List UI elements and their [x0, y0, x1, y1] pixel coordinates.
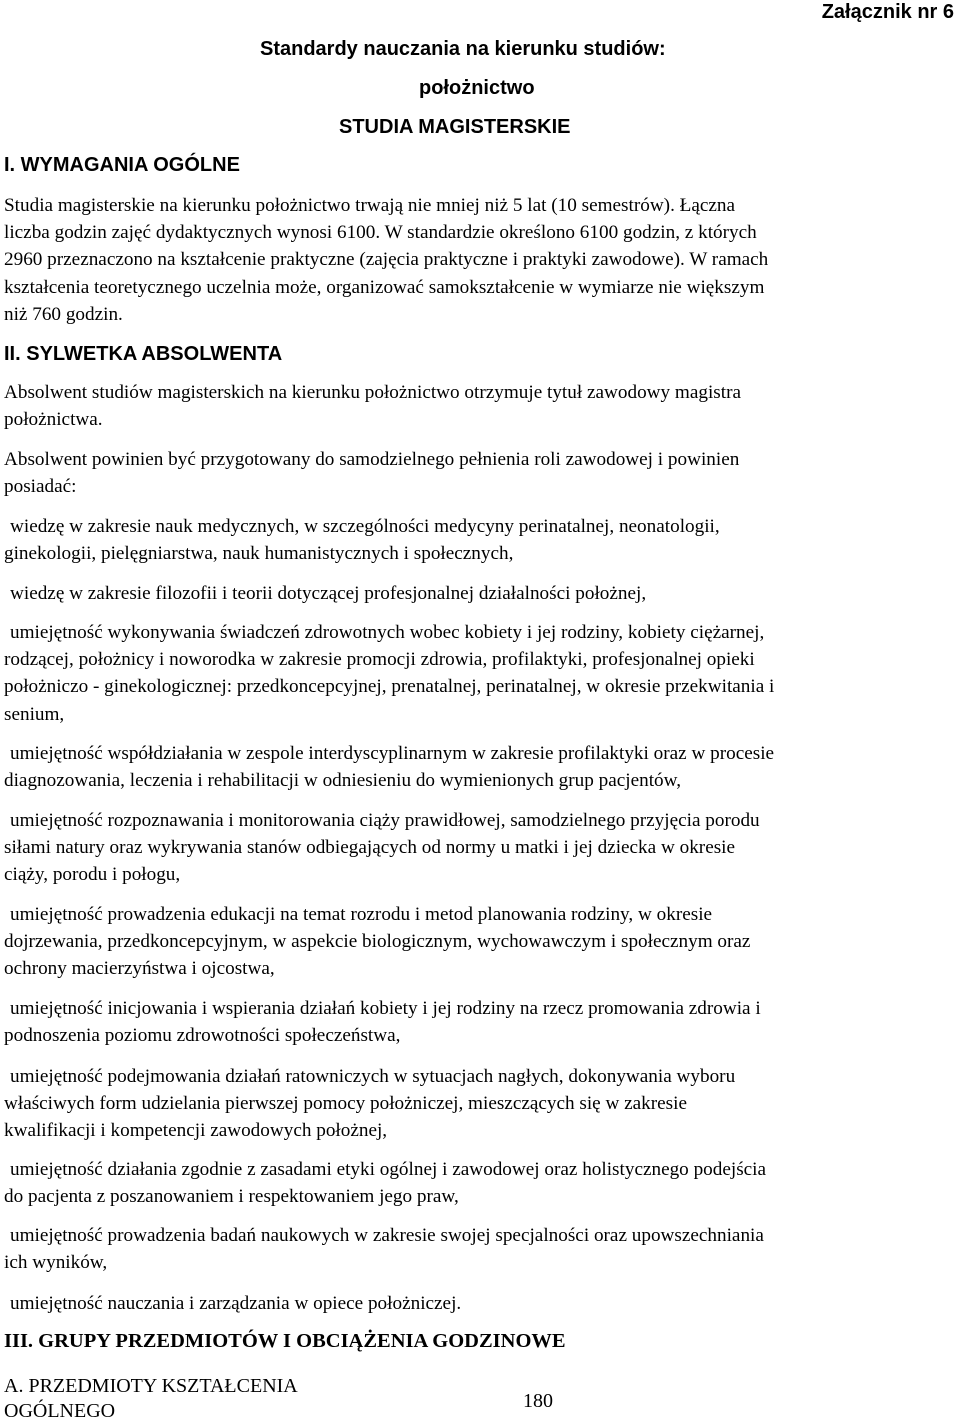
text-line: umiejętność wykonywania świadczeń zdrowotnych wobec kobiety i jej rodziny, kobiety ciężarnej, [10, 622, 765, 643]
text-line: 2960 przeznaczono na kształcenie praktyczne (zajęcia praktyczne i praktyki zawodowe). W ramach [4, 249, 769, 271]
text-line: umiejętność prowadzenia edukacji na temat rozrodu i metod planowania rodziny, w okresie [10, 904, 713, 925]
doc-title: Standardy nauczania na kierunku studiów: [260, 38, 666, 60]
list-item [4, 1156, 766, 1210]
text-line: diagnozowania, leczenia i rehabilitacji w odniesieniu do wymienionych grup pacjentów, [4, 770, 682, 792]
doc-study-level: STUDIA MAGISTERSKIE [339, 116, 571, 138]
text-line: umiejętność współdziałania w zespole interdyscyplinarnym w zakresie profilaktyki oraz w procesie [10, 743, 775, 764]
list-item [4, 901, 750, 983]
text-line: ginekologii, pielęgniarstwa, nauk humanistycznych i społecznych, [4, 543, 514, 565]
section-2-intro-2 [4, 446, 739, 500]
text-line: A. PRZEDMIOTY KSZTAŁCENIA [4, 1375, 298, 1397]
text-line: położnictwa. [4, 409, 103, 431]
text-line: umiejętność prowadzenia badań naukowych w zakresie swojej specjalności oraz upowszechniania [10, 1225, 764, 1246]
section-2-heading: II. SYLWETKA ABSOLWENTA [4, 343, 283, 365]
annex-label: Załącznik nr 6 [821, 1, 954, 23]
list-item [4, 619, 774, 728]
text-line: kształcenia teoretycznego uczelnia może, organizować samokształcenie w wymiarze nie większym [4, 276, 765, 298]
hours-value: 180 [523, 1390, 553, 1412]
text-line: rodzącej, położnicy i noworodka w zakresie promocji zdrowia, profilaktyki, profesjonalnej opieki [4, 649, 755, 671]
text-line: liczba godzin zajęć dydaktycznych wynosi 6100. W standardzie określono 6100 godzin, z których [4, 222, 757, 244]
text-line: senium, [4, 703, 65, 725]
text-line: umiejętność działania zgodnie z zasadami etyki ogólnej i zawodowej oraz holistycznego podejścia [10, 1159, 767, 1180]
text-line: Absolwent powinien być przygotowany do samodzielnego pełnienia roli zawodowej i powinien [4, 449, 740, 470]
list-item [4, 580, 646, 607]
text-line: do pacjenta z poszanowaniem i respektowaniem jego praw, [4, 1186, 459, 1208]
list-item [4, 1290, 461, 1317]
text-line: umiejętność podejmowania działań ratowniczych w sytuacjach nagłych, dokonywania wyboru [10, 1066, 736, 1087]
text-line: umiejętność rozpoznawania i monitorowania ciąży prawidłowej, samodzielnego przyjęcia porodu [10, 810, 760, 831]
section-2-intro-1 [4, 379, 741, 433]
text-line: posiadać: [4, 476, 77, 498]
text-line: Studia magisterskie na kierunku położnictwo trwają nie mniej niż 5 lat (10 semestrów). Łączna [4, 195, 736, 216]
doc-field-of-study: położnictwo [419, 77, 535, 99]
list-item [4, 807, 760, 889]
text-line: podnoszenia poziomu zdrowotności społeczeństwa, [4, 1025, 401, 1047]
text-line: umiejętność nauczania i zarządzania w opiece położniczej. [10, 1293, 462, 1314]
text-line: ciąży, porodu i połogu, [4, 864, 181, 886]
text-line: kwalifikacji i kompetencji zawodowych położnej, [4, 1120, 388, 1142]
section-3-heading: III. GRUPY PRZEDMIOTÓW I OBCIĄŻENIA GODZINOWE [4, 1330, 566, 1352]
section-3-subheading [4, 1374, 298, 1424]
list-item [4, 995, 761, 1049]
list-item [4, 740, 774, 794]
text-line: Absolwent studiów magisterskich na kierunku położnictwo otrzymuje tytuł zawodowy magistra [4, 382, 741, 403]
text-line: siłami natury oraz wykrywania stanów odbiegających od normy u matki i jej dziecka w okresie [4, 837, 736, 859]
text-line: ochrony macierzyństwa i ojcostwa, [4, 958, 275, 980]
text-line: wiedzę w zakresie nauk medycznych, w szczególności medycyny perinatalnej, neonatologii, [10, 516, 720, 537]
text-line: położniczo - ginekologicznej: przedkoncepcyjnej, prenatalnej, perinatalnej, w okresie przekwitania i [4, 676, 775, 698]
text-line: dojrzewania, przedkoncepcyjnym, w aspekcie biologicznym, wychowawczym i społecznym oraz [4, 931, 751, 953]
list-item [4, 513, 720, 567]
text-line: umiejętność inicjowania i wspierania działań kobiety i jej rodziny na rzecz promowania zdrowia i [10, 998, 761, 1019]
list-item [4, 1222, 764, 1276]
text-line: ich wyników, [4, 1252, 108, 1274]
section-1-heading: I. WYMAGANIA OGÓLNE [4, 154, 240, 176]
text-line: właściwych form udzielania pierwszej pomocy położniczej, mieszczących się w zakresie [4, 1093, 687, 1115]
list-item [4, 1063, 735, 1145]
section-1-paragraph [4, 192, 768, 328]
text-line: OGÓLNEGO [4, 1400, 116, 1422]
text-line: niż 760 godzin. [4, 303, 123, 325]
text-line: wiedzę w zakresie filozofii i teorii dotyczącej profesjonalnej działalności położnej, [10, 583, 647, 604]
